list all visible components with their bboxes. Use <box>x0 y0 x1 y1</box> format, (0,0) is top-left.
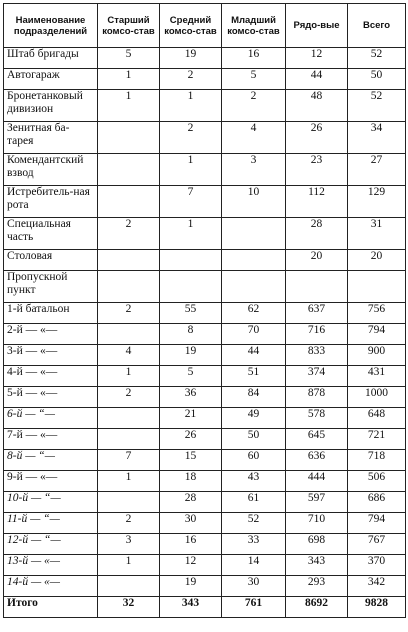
private-cell: 44 <box>286 69 348 90</box>
table-row <box>4 186 406 218</box>
middle-cell: 8 <box>160 324 222 345</box>
junior-cell: 62 <box>222 303 286 324</box>
junior-cell: 51 <box>222 366 286 387</box>
unit-name-cell: Автогараж <box>4 69 98 90</box>
private-cell: 20 <box>286 250 348 271</box>
private-cell: 112 <box>286 186 348 218</box>
total-cell: 27 <box>348 154 406 186</box>
middle-cell: 1 <box>160 90 222 122</box>
junior-cell: 4 <box>222 122 286 154</box>
senior-cell <box>98 186 160 218</box>
table-row <box>4 271 406 303</box>
unit-name-cell: 14-й — «— <box>4 576 98 597</box>
private-cell: 23 <box>286 154 348 186</box>
table-row <box>4 90 406 122</box>
senior-cell: 3 <box>98 534 160 555</box>
junior-cell <box>222 250 286 271</box>
table-row <box>4 69 406 90</box>
senior-cell: 5 <box>98 48 160 69</box>
table-row <box>4 345 406 366</box>
table-row <box>4 250 406 271</box>
middle-cell: 12 <box>160 555 222 576</box>
total-cell: 794 <box>348 513 406 534</box>
junior-cell: 33 <box>222 534 286 555</box>
senior-cell <box>98 122 160 154</box>
middle-cell: 19 <box>160 345 222 366</box>
table-row <box>4 154 406 186</box>
total-cell <box>348 271 406 303</box>
total-name-cell: Итого <box>4 597 98 618</box>
unit-name-cell: 6-й — “— <box>4 408 98 429</box>
middle-cell: 1 <box>160 218 222 250</box>
table-row <box>4 408 406 429</box>
senior-cell <box>98 271 160 303</box>
senior-cell <box>98 429 160 450</box>
junior-cell: 16 <box>222 48 286 69</box>
private-cell: 12 <box>286 48 348 69</box>
middle-cell: 2 <box>160 122 222 154</box>
unit-name-cell: 13-й — «— <box>4 555 98 576</box>
senior-cell: 2 <box>98 218 160 250</box>
unit-name-cell: 10-й — “— <box>4 492 98 513</box>
unit-name-cell: 9-й — «— <box>4 471 98 492</box>
senior-cell: 2 <box>98 303 160 324</box>
total-total-cell: 9828 <box>348 597 406 618</box>
senior-cell <box>98 154 160 186</box>
junior-cell: 5 <box>222 69 286 90</box>
total-junior-cell: 761 <box>222 597 286 618</box>
unit-name-cell: Столовая <box>4 250 98 271</box>
table-header-row <box>4 4 406 48</box>
senior-cell: 1 <box>98 69 160 90</box>
middle-cell: 2 <box>160 69 222 90</box>
senior-cell <box>98 576 160 597</box>
senior-cell <box>98 408 160 429</box>
table-row <box>4 366 406 387</box>
junior-cell: 70 <box>222 324 286 345</box>
unit-name-cell: Специальная часть <box>4 218 98 250</box>
total-cell: 20 <box>348 250 406 271</box>
total-middle-cell: 343 <box>160 597 222 618</box>
junior-cell: 10 <box>222 186 286 218</box>
private-cell: 293 <box>286 576 348 597</box>
senior-cell: 4 <box>98 345 160 366</box>
middle-cell: 30 <box>160 513 222 534</box>
table-row <box>4 122 406 154</box>
middle-cell: 55 <box>160 303 222 324</box>
private-cell: 698 <box>286 534 348 555</box>
unit-name-cell: Зенитная ба-тарея <box>4 122 98 154</box>
table-row <box>4 576 406 597</box>
header-junior: Младший комсо-став <box>222 4 286 48</box>
table-row <box>4 218 406 250</box>
total-cell: 1000 <box>348 387 406 408</box>
middle-cell: 19 <box>160 48 222 69</box>
total-senior-cell: 32 <box>98 597 160 618</box>
private-cell: 444 <box>286 471 348 492</box>
private-cell: 636 <box>286 450 348 471</box>
table-row <box>4 555 406 576</box>
total-row <box>4 597 406 618</box>
total-cell: 431 <box>348 366 406 387</box>
unit-name-cell: Комендантский взвод <box>4 154 98 186</box>
middle-cell: 28 <box>160 492 222 513</box>
table-row <box>4 513 406 534</box>
private-cell: 26 <box>286 122 348 154</box>
senior-cell: 2 <box>98 513 160 534</box>
total-cell: 721 <box>348 429 406 450</box>
senior-cell: 1 <box>98 90 160 122</box>
unit-name-cell: Пропускной пункт <box>4 271 98 303</box>
senior-cell: 1 <box>98 555 160 576</box>
private-cell: 833 <box>286 345 348 366</box>
junior-cell: 60 <box>222 450 286 471</box>
private-cell: 645 <box>286 429 348 450</box>
total-cell: 50 <box>348 69 406 90</box>
total-cell: 686 <box>348 492 406 513</box>
private-cell: 710 <box>286 513 348 534</box>
unit-name-cell: 3-й — «— <box>4 345 98 366</box>
private-cell: 637 <box>286 303 348 324</box>
junior-cell: 30 <box>222 576 286 597</box>
total-cell: 342 <box>348 576 406 597</box>
table-row <box>4 324 406 345</box>
middle-cell: 36 <box>160 387 222 408</box>
middle-cell: 5 <box>160 366 222 387</box>
table-row <box>4 492 406 513</box>
junior-cell <box>222 271 286 303</box>
table-row <box>4 534 406 555</box>
table-row <box>4 429 406 450</box>
middle-cell: 1 <box>160 154 222 186</box>
middle-cell: 21 <box>160 408 222 429</box>
total-cell: 129 <box>348 186 406 218</box>
header-middle: Средний комсо-став <box>160 4 222 48</box>
unit-name-cell: 5-й — «— <box>4 387 98 408</box>
junior-cell: 44 <box>222 345 286 366</box>
senior-cell: 2 <box>98 387 160 408</box>
unit-name-cell: 12-й — “— <box>4 534 98 555</box>
header-total: Всего <box>348 4 406 48</box>
personnel-table <box>3 3 406 618</box>
table-row <box>4 48 406 69</box>
junior-cell: 50 <box>222 429 286 450</box>
private-cell: 878 <box>286 387 348 408</box>
header-private: Рядо-вые <box>286 4 348 48</box>
senior-cell: 7 <box>98 450 160 471</box>
junior-cell <box>222 218 286 250</box>
total-cell: 52 <box>348 48 406 69</box>
junior-cell: 3 <box>222 154 286 186</box>
senior-cell <box>98 492 160 513</box>
private-cell: 28 <box>286 218 348 250</box>
total-cell: 648 <box>348 408 406 429</box>
middle-cell: 19 <box>160 576 222 597</box>
total-cell: 34 <box>348 122 406 154</box>
middle-cell: 16 <box>160 534 222 555</box>
junior-cell: 2 <box>222 90 286 122</box>
unit-name-cell: Истребитель-ная рота <box>4 186 98 218</box>
junior-cell: 43 <box>222 471 286 492</box>
unit-name-cell: 4-й — «— <box>4 366 98 387</box>
unit-name-cell: 2-й — «— <box>4 324 98 345</box>
total-cell: 506 <box>348 471 406 492</box>
unit-name-cell: 7-й — «— <box>4 429 98 450</box>
total-cell: 900 <box>348 345 406 366</box>
table-row <box>4 450 406 471</box>
middle-cell: 18 <box>160 471 222 492</box>
private-cell: 343 <box>286 555 348 576</box>
unit-name-cell: Бронетанковый дивизион <box>4 90 98 122</box>
junior-cell: 61 <box>222 492 286 513</box>
private-cell: 374 <box>286 366 348 387</box>
senior-cell <box>98 324 160 345</box>
private-cell: 597 <box>286 492 348 513</box>
junior-cell: 52 <box>222 513 286 534</box>
middle-cell: 26 <box>160 429 222 450</box>
private-cell: 716 <box>286 324 348 345</box>
junior-cell: 49 <box>222 408 286 429</box>
unit-name-cell: Штаб бригады <box>4 48 98 69</box>
private-cell: 48 <box>286 90 348 122</box>
total-cell: 31 <box>348 218 406 250</box>
senior-cell: 1 <box>98 366 160 387</box>
junior-cell: 14 <box>222 555 286 576</box>
private-cell <box>286 271 348 303</box>
header-senior: Старший комсо-став <box>98 4 160 48</box>
total-private-cell: 8692 <box>286 597 348 618</box>
table-row <box>4 387 406 408</box>
total-cell: 794 <box>348 324 406 345</box>
middle-cell <box>160 250 222 271</box>
table-row <box>4 471 406 492</box>
total-cell: 718 <box>348 450 406 471</box>
private-cell: 578 <box>286 408 348 429</box>
unit-name-cell: 11-й — “— <box>4 513 98 534</box>
unit-name-cell: 1-й батальон <box>4 303 98 324</box>
header-unit: Наименование подразделений <box>4 4 98 48</box>
total-cell: 767 <box>348 534 406 555</box>
unit-name-cell: 8-й — “— <box>4 450 98 471</box>
total-cell: 370 <box>348 555 406 576</box>
middle-cell: 7 <box>160 186 222 218</box>
senior-cell: 1 <box>98 471 160 492</box>
senior-cell <box>98 250 160 271</box>
middle-cell: 15 <box>160 450 222 471</box>
total-cell: 756 <box>348 303 406 324</box>
middle-cell <box>160 271 222 303</box>
total-cell: 52 <box>348 90 406 122</box>
table-row <box>4 303 406 324</box>
junior-cell: 84 <box>222 387 286 408</box>
